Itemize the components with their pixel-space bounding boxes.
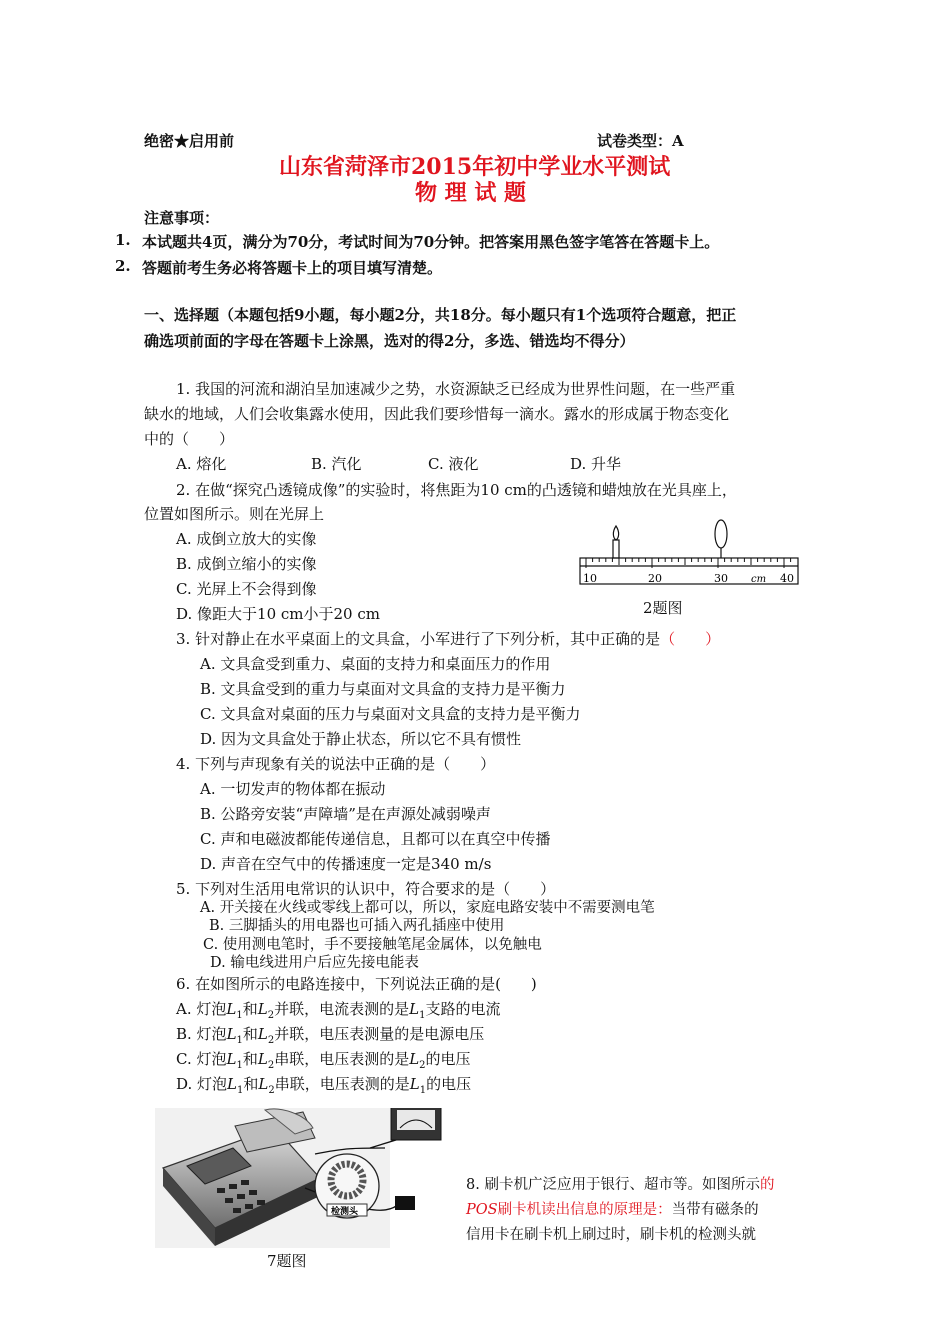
q8-line-1-red: 的 [759, 1177, 775, 1193]
q6-option-b [176, 1023, 484, 1046]
q1-option-d: D. 升华 [570, 455, 622, 473]
notes-item-2-number: 2. [115, 257, 131, 275]
q2-option-d: D. 像距大于10 cm小于20 cm [176, 605, 380, 623]
q1-line-2: 缺水的地域，人们会收集露水使用，因此我们要珍惜每一滴水。露水的形成属于物态变化 [144, 405, 730, 423]
q3-stem-text: 3. 针对静止在水平桌面上的文具盒，小军进行了下列分析，其中正确的是 [176, 630, 661, 648]
q8-line-1-text: 8. 刷卡机广泛应用于银行、超市等。如图所示 [466, 1177, 760, 1193]
q1-line-3: 中的（ ） [144, 430, 235, 448]
q6-d-text-4: 的电压 [426, 1075, 472, 1093]
paper-type-label: 试卷类型：A [597, 132, 684, 150]
pos-card-reader-figure [155, 1108, 445, 1248]
q8-line-1 [466, 1173, 774, 1194]
q6-b-sub: 2 [267, 1035, 275, 1046]
notes-heading: 注意事项： [144, 209, 220, 227]
notes-item-1-number: 1. [115, 231, 131, 249]
q5-option-b: B. 三脚插头的用电器也可插入两孔插座中使用 [209, 918, 505, 934]
optical-bench-figure [572, 518, 804, 590]
q3-option-d: D. 因为文具盒处于静止状态，所以它不具有惯性 [200, 730, 522, 748]
q6-c-l: L [226, 1050, 237, 1068]
notes-item-1: 本试题共4页，满分为70分，考试时间为70分钟。把答案用黑色签字笔答在答题卡上。 [142, 233, 720, 251]
section-1-heading-line-1: 一、选择题（本题包括9小题，每小题2分，共18分。每小题只有1个选项符合题意，把正 [144, 306, 737, 324]
q6-a-sub: 2 [267, 1010, 275, 1021]
q4-option-d: D. 声音在空气中的传播速度一定是340 m/s [200, 855, 492, 873]
q6-b-text-1: B. 灯泡 [176, 1025, 227, 1043]
q6-d-sub: 2 [268, 1085, 275, 1096]
q6-c-sub: 2 [267, 1060, 275, 1071]
bench-tick-30: 30 [714, 572, 728, 585]
q2-option-a: A. 成倒立放大的实像 [176, 530, 317, 548]
bench-tick-40: 40 [780, 572, 794, 585]
q4-option-b: B. 公路旁安装“声障墙”是在声源处减弱噪声 [200, 805, 491, 823]
q6-c-text-2: 和 [242, 1050, 258, 1068]
q5-option-c: C. 使用测电笔时，手不要接触笔尾金属体，以免触电 [203, 937, 542, 953]
q6-d-text-3: 串联，电压表测的是 [274, 1075, 410, 1093]
q6-d-l: L [227, 1075, 237, 1093]
q4-option-a: A. 一切发声的物体都在振动 [200, 780, 386, 798]
q5-option-a: A. 开关接在火线或零线上都可以，所以，家庭电路安装中不需要测电笔 [200, 900, 655, 916]
q6-a-text-3: 并联，电流表测的是 [274, 1000, 410, 1018]
q6-d-l: L [258, 1075, 269, 1093]
q3-option-c: C. 文具盒对桌面的压力与桌面对文具盒的支持力是平衡力 [200, 705, 581, 723]
q6-a-sub: 1 [236, 1010, 243, 1021]
q6-b-text-2: 和 [242, 1025, 258, 1043]
q6-b-l: L [226, 1025, 237, 1043]
q8-line-2-text: 当带有磁条的 [671, 1202, 759, 1218]
bench-unit: cm [751, 574, 767, 585]
q6-a-text-4: 支路的电流 [425, 1000, 501, 1018]
q6-c-l: L [409, 1050, 420, 1068]
q3-stem [176, 628, 720, 649]
q2-option-c: C. 光屏上不会得到像 [176, 580, 317, 598]
lens-icon [715, 520, 727, 548]
q6-c-sub: 2 [419, 1060, 426, 1071]
secret-label: 绝密★启用前 [144, 132, 235, 150]
detector-head-label: 检测头 [331, 1207, 359, 1217]
q6-b-l: L [257, 1025, 268, 1043]
q8-line-2-red: 刷卡机读出信息的原理是： [497, 1202, 672, 1218]
candle-icon [613, 540, 619, 558]
q1-line-1: 1. 我国的河流和湖泊呈加速减少之势，水资源缺乏已经成为世界性问题，在一些严重 [176, 380, 736, 398]
q8-pos-term: POS [466, 1202, 498, 1218]
q6-a-sub: 1 [419, 1010, 426, 1021]
q3-option-a: A. 文具盒受到重力、桌面的支持力和桌面压力的作用 [200, 655, 551, 673]
q6-option-c [176, 1048, 471, 1071]
q6-option-d [176, 1073, 471, 1096]
q2-line-2: 位置如图所示。则在光屏上 [144, 505, 325, 523]
q2-line-1: 2. 在做“探究凸透镜成像”的实验时，将焦距为10 cm的凸透镜和蜡烛放在光具座上， [176, 481, 737, 499]
q6-a-l: L [257, 1000, 268, 1018]
q2-option-b: B. 成倒立缩小的实像 [176, 555, 317, 573]
q6-b-text-3: 并联，电压表测量的是电源电压 [274, 1025, 485, 1043]
q4-option-c: C. 声和电磁波都能传递信息，且都可以在真空中传播 [200, 830, 551, 848]
q6-c-sub: 1 [236, 1060, 243, 1071]
q6-c-text-3: 串联，电压表测的是 [274, 1050, 410, 1068]
q5-stem: 5. 下列对生活用电常识的认识中，符合要求的是（ ） [176, 880, 556, 898]
q6-a-l: L [226, 1000, 237, 1018]
q6-option-a [176, 998, 500, 1021]
q1-option-c: C. 液化 [428, 455, 479, 473]
q1-option-a: A. 熔化 [176, 455, 227, 473]
q6-c-text-4: 的电压 [425, 1050, 471, 1068]
q6-a-text-1: A. 灯泡 [176, 1000, 227, 1018]
q6-d-sub: 1 [419, 1085, 427, 1096]
q6-c-l: L [257, 1050, 268, 1068]
q6-b-sub: 1 [236, 1035, 243, 1046]
notes-item-2: 答题前考生务必将答题卡上的项目填写清楚。 [142, 259, 443, 277]
q8-line-3: 信用卡在刷卡机上刷过时，刷卡机的检测头就 [466, 1227, 756, 1243]
q6-d-l: L [409, 1075, 420, 1093]
q8-line-2 [466, 1198, 759, 1219]
q1-option-b: B. 汽化 [311, 455, 362, 473]
q4-stem: 4. 下列与声现象有关的说法中正确的是（ ） [176, 755, 496, 773]
q5-option-d: D. 输电线进用户后应先接电能表 [210, 955, 419, 971]
q2-figure-caption: 2题图 [643, 599, 683, 617]
q6-a-l: L [409, 1000, 420, 1018]
q3-answer-paren: （ ） [660, 630, 721, 648]
q6-d-text-1: D. 灯泡 [176, 1075, 228, 1093]
q6-d-sub: 1 [237, 1085, 244, 1096]
q6-d-text-2: 和 [243, 1075, 259, 1093]
section-1-heading-line-2: 确选项前面的字母在答题卡上涂黑，选对的得2分，多选、错选均不得分） [144, 332, 635, 350]
q6-a-text-2: 和 [242, 1000, 258, 1018]
q3-option-b: B. 文具盒受到的重力与桌面对文具盒的支持力是平衡力 [200, 680, 566, 698]
bench-tick-20: 20 [648, 572, 662, 585]
q7-figure-caption: 7题图 [267, 1252, 307, 1270]
exam-title: 山东省菏泽市2015年初中学业水平测试 [279, 154, 671, 180]
q6-stem: 6. 在如图所示的电路连接中，下列说法正确的是( ) [176, 975, 537, 993]
exam-subtitle: 物 理 试 题 [415, 180, 526, 206]
bench-tick-10: 10 [583, 572, 597, 585]
q6-c-text-1: C. 灯泡 [176, 1050, 227, 1068]
